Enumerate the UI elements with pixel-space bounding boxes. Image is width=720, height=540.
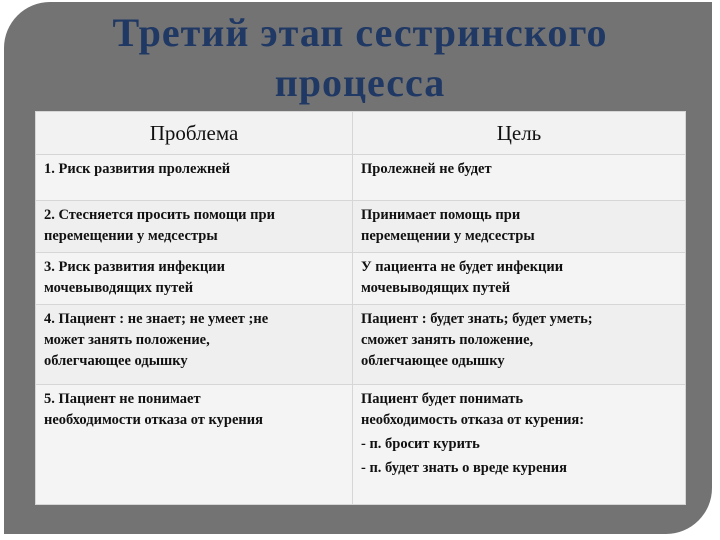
header-goal: Цель <box>353 112 686 155</box>
table-header-row <box>36 112 686 155</box>
problem-cell <box>36 201 353 253</box>
cell-line: - п. бросит курить <box>361 436 480 452</box>
slide-title <box>40 8 680 108</box>
table-row <box>36 253 686 305</box>
table-row <box>36 385 686 505</box>
cell-line: мочевыводящих путей <box>361 280 511 296</box>
title-line-2: процесса <box>274 60 446 105</box>
problem-cell <box>36 385 353 505</box>
table-row <box>36 155 686 201</box>
cell-line: необходимость отказа от курения: <box>361 412 585 428</box>
care-plan-table <box>35 111 686 505</box>
goal-cell <box>353 305 686 385</box>
goal-cell <box>353 155 686 201</box>
goal-cell <box>353 201 686 253</box>
table-row <box>36 201 686 253</box>
cell-line: 1. Риск развития пролежней <box>44 161 231 177</box>
cell-line: мочевыводящих путей <box>44 280 194 296</box>
problem-cell <box>36 155 353 201</box>
cell-line: облегчающее одышку <box>44 353 188 369</box>
cell-line: облегчающее одышку <box>361 353 505 369</box>
header-problem: Проблема <box>36 112 353 155</box>
cell-line: 5. Пациент не понимает <box>44 391 201 407</box>
cell-line: перемещении у медсестры <box>44 228 218 244</box>
cell-line: перемещении у медсестры <box>361 228 535 244</box>
cell-line: может занять положение, <box>44 332 210 348</box>
cell-line: 3. Риск развития инфекции <box>44 259 225 275</box>
cell-line: У пациента не будет инфекции <box>361 259 564 275</box>
goal-cell <box>353 253 686 305</box>
problem-cell <box>36 305 353 385</box>
cell-line: Пролежней не будет <box>361 161 492 177</box>
cell-line: 4. Пациент : не знает; не умеет ;не <box>44 311 269 327</box>
cell-line: - п. будет знать о вреде курения <box>361 460 567 476</box>
cell-line: Принимает помощь при <box>361 207 521 223</box>
cell-line: Пациент будет понимать <box>361 391 524 407</box>
title-line-1: Третий этап сестринского <box>112 10 608 55</box>
goal-cell <box>353 385 686 505</box>
cell-line: Пациент : будет знать; будет уметь; <box>361 311 593 327</box>
problem-cell <box>36 253 353 305</box>
cell-line: сможет занять положение, <box>361 332 534 348</box>
table-row <box>36 305 686 385</box>
cell-line: необходимости отказа от курения <box>44 412 263 428</box>
cell-line: 2. Стесняется просить помощи при <box>44 207 275 223</box>
